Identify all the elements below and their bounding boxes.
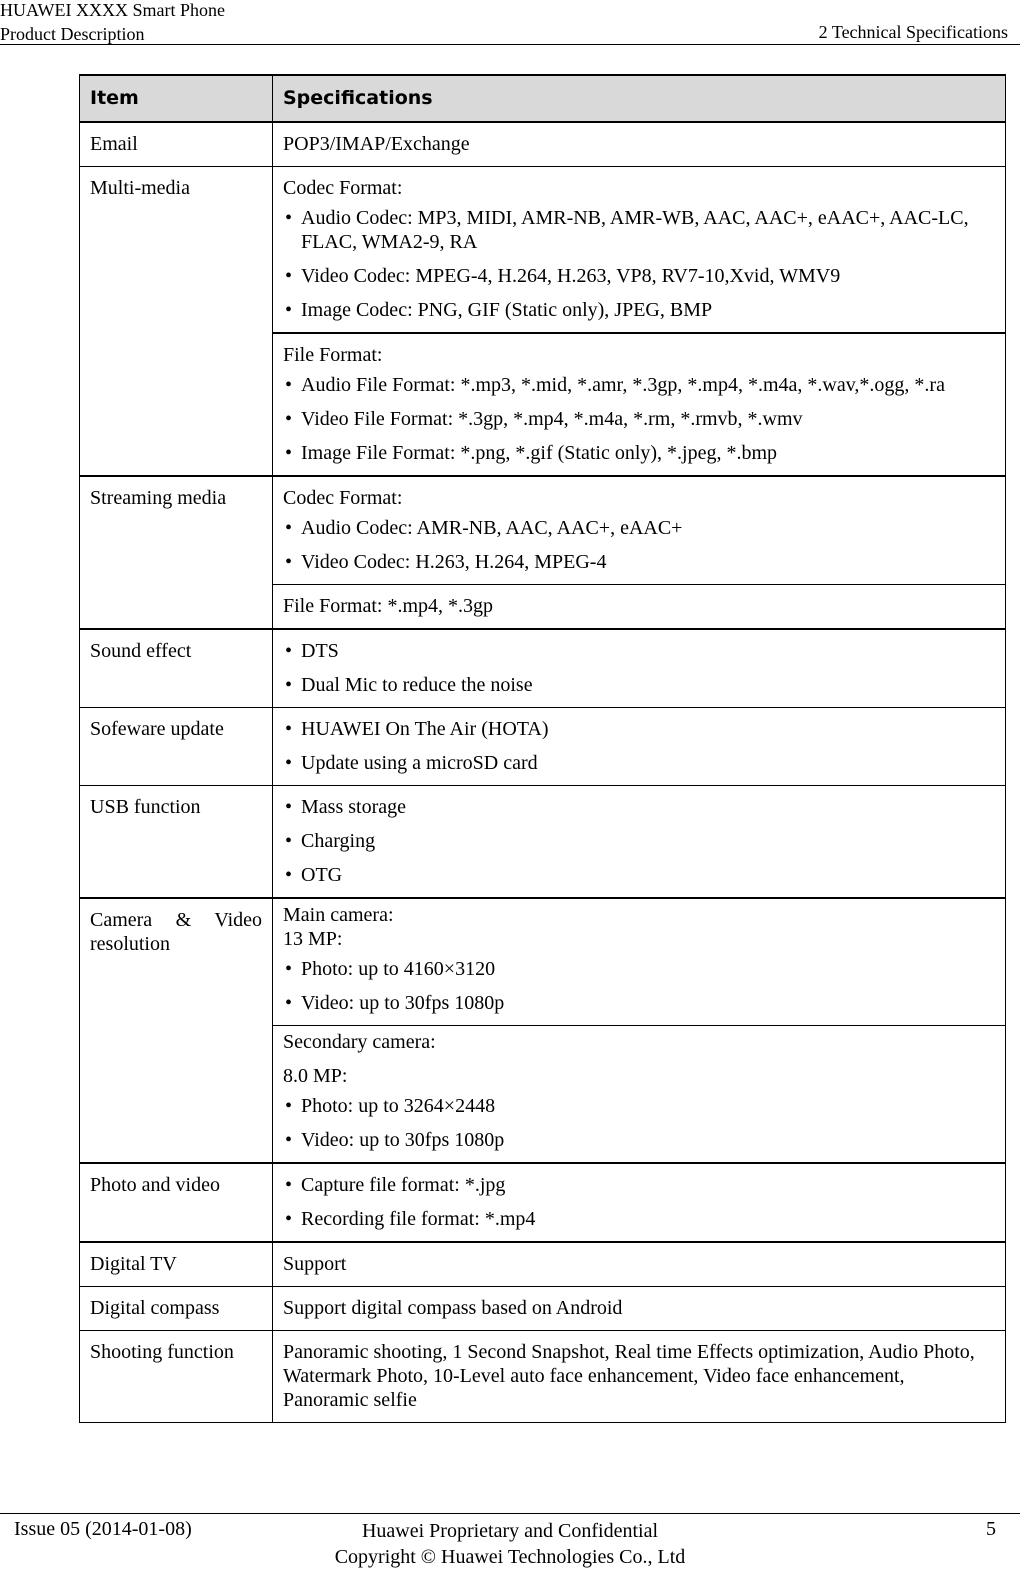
- spec-cell: Support digital compass based on Android: [273, 1287, 1006, 1331]
- list-item: • DTS: [283, 639, 995, 663]
- file-format-title: File Format:: [283, 344, 383, 366]
- list-item: • Video Codec: H.263, H.264, MPEG-4: [283, 550, 995, 574]
- table-header-row: [80, 75, 1006, 122]
- table-row-camera: [80, 898, 1006, 1026]
- item-cell: Sofeware update: [80, 708, 273, 786]
- camera-item-label: Camera & Video resolution: [90, 909, 262, 955]
- list-item: • Video Codec: MPEG-4, H.264, H.263, VP8, RV7-10,Xvid, WMV9: [283, 264, 995, 288]
- main-camera-title: Main camera:: [283, 904, 394, 926]
- bullet-list: [283, 373, 995, 465]
- list-item: • Audio Codec: AMR-NB, AAC, AAC+, eAAC+: [283, 516, 995, 540]
- spec-cell: POP3/IMAP/Exchange: [273, 122, 1006, 167]
- table-row-tv: [80, 1242, 1006, 1287]
- item-cell: Email: [80, 122, 273, 167]
- table-row-streaming: [80, 476, 1006, 585]
- item-cell: Digital TV: [80, 1242, 273, 1287]
- spec-cell: File Format: *.mp4, *.3gp: [273, 585, 1006, 630]
- spec-cell: [273, 708, 1006, 786]
- list-item: • Charging: [283, 829, 995, 853]
- bullet-list: [283, 795, 995, 887]
- table-row-email: [80, 122, 1006, 167]
- spec-cell: [273, 333, 1006, 476]
- spec-cell: [273, 1163, 1006, 1242]
- spec-cell: [273, 476, 1006, 585]
- list-item: • Video: up to 30fps 1080p: [283, 991, 995, 1015]
- spec-cell: Panoramic shooting, 1 Second Snapshot, Real time Effects optimization, Audio Photo, Watermark Photo, 10-Level auto face enhancement, Video face enhancement, Panoramic selfie: [273, 1331, 1006, 1423]
- list-item: • Mass storage: [283, 795, 995, 819]
- table-row-software: [80, 708, 1006, 786]
- bullet-list: [283, 1173, 995, 1231]
- bullet-list: [283, 206, 995, 322]
- list-item: • Photo: up to 3264×2448: [283, 1094, 995, 1118]
- item-cell: USB function: [80, 786, 273, 899]
- col-spec-header: Specifications: [273, 75, 1006, 122]
- header-product: HUAWEI XXXX Smart Phone: [0, 0, 226, 20]
- spec-cell: Support: [273, 1242, 1006, 1287]
- bullet-list: [283, 957, 995, 1015]
- secondary-camera-title: Secondary camera:: [283, 1031, 436, 1053]
- item-cell: Sound effect: [80, 629, 273, 708]
- codec-format-title: Codec Format:: [283, 487, 403, 509]
- spec-cell: [273, 898, 1006, 1026]
- footer-rule: [0, 1513, 1020, 1514]
- bullet-list: [283, 516, 995, 574]
- item-cell: Digital compass: [80, 1287, 273, 1331]
- spec-cell: [273, 1026, 1006, 1164]
- spec-cell: [273, 167, 1006, 334]
- header-rule: [0, 44, 1020, 45]
- col-item-header: Item: [80, 75, 273, 122]
- table-row-photo: [80, 1163, 1006, 1242]
- item-cell: Photo and video: [80, 1163, 273, 1242]
- bullet-list: [283, 639, 995, 697]
- list-item: • Update using a microSD card: [283, 751, 995, 775]
- list-item: • Image Codec: PNG, GIF (Static only), JPEG, BMP: [283, 298, 995, 322]
- table-row-compass: [80, 1287, 1006, 1331]
- header-chapter: 2 Technical Specifications: [818, 22, 1008, 42]
- bullet-list: [283, 717, 995, 775]
- spec-table: [79, 74, 1006, 1423]
- footer-confidential: Huawei Proprietary and Confidential: [361, 1520, 659, 1542]
- main-camera-mp: 13 MP:: [283, 928, 343, 950]
- spec-cell: [273, 786, 1006, 899]
- bullet-list: [283, 1094, 995, 1152]
- list-item: • Video: up to 30fps 1080p: [283, 1128, 995, 1152]
- item-cell: Multi-media: [80, 167, 273, 477]
- list-item: • Audio Codec: MP3, MIDI, AMR-NB, AMR-WB, AAC, AAC+, eAAC+, AAC-LC, FLAC, WMA2-9, RA: [283, 206, 995, 254]
- footer-page-number: 5: [986, 1518, 996, 1540]
- secondary-camera-mp: 8.0 MP:: [283, 1065, 348, 1087]
- list-item: • OTG: [283, 863, 995, 887]
- header-doc-type: Product Description: [0, 24, 145, 44]
- item-cell: Streaming media: [80, 476, 273, 629]
- list-item: • Audio File Format: *.mp3, *.mid, *.amr, *.3gp, *.mp4, *.m4a, *.wav,*.ogg, *.ra: [283, 373, 995, 397]
- footer-copyright: Copyright © Huawei Technologies Co., Ltd: [334, 1546, 686, 1568]
- list-item: • Image File Format: *.png, *.gif (Static only), *.jpeg, *.bmp: [283, 441, 995, 465]
- spec-cell: [273, 629, 1006, 708]
- codec-format-title: Codec Format:: [283, 177, 403, 199]
- item-cell: [80, 898, 273, 1163]
- table-row-sound: [80, 629, 1006, 708]
- list-item: • Video File Format: *.3gp, *.mp4, *.m4a, *.rm, *.rmvb, *.wmv: [283, 407, 995, 431]
- footer-center: [0, 1518, 1020, 1570]
- list-item: • Dual Mic to reduce the noise: [283, 673, 995, 697]
- table-row-shooting: [80, 1331, 1006, 1423]
- footer-issue: Issue 05 (2014-01-08): [14, 1518, 192, 1540]
- page-header-left: [0, 0, 225, 46]
- list-item: • Photo: up to 4160×3120: [283, 957, 995, 981]
- table-row-usb: [80, 786, 1006, 899]
- list-item: • Recording file format: *.mp4: [283, 1207, 995, 1231]
- list-item: • HUAWEI On The Air (HOTA): [283, 717, 995, 741]
- item-cell: Shooting function: [80, 1331, 273, 1423]
- table-row-multimedia: [80, 167, 1006, 334]
- list-item: • Capture file format: *.jpg: [283, 1173, 995, 1197]
